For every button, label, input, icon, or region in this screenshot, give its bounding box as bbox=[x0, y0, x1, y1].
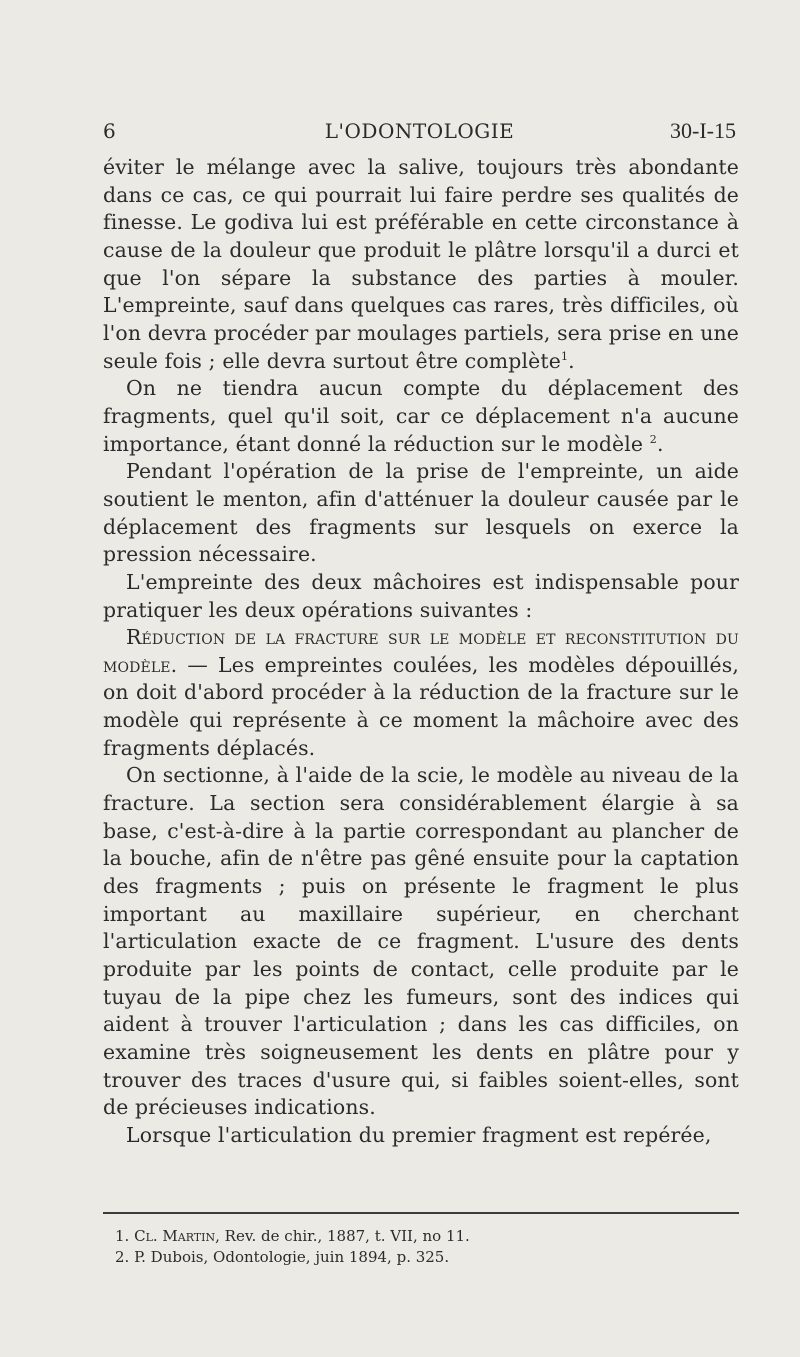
body-text bbox=[103, 154, 739, 1150]
paragraph: On ne tiendra aucun compte du déplacement des fragments, quel qu'il soit, car ce déplacement n'a aucune importance, étant donné la réduction sur le modèle $^2$. bbox=[103, 376, 739, 456]
section-heading: Réduction de la fracture sur le modèle et reconstitution du modèle. bbox=[103, 625, 739, 677]
footnote: 2. P. Dubois, Odontologie, juin 1894, p. 325. bbox=[115, 1248, 450, 1266]
section-text: — Les empreintes coulées, les modèles dépouillés, on doit d'abord procéder à la réduction de la fracture sur le modèle qui représente à ce moment la mâchoire avec des fragments déplacés. bbox=[103, 652, 739, 760]
paragraph: Lorsque l'articulation du premier fragment est repérée, bbox=[126, 1122, 712, 1147]
paragraph: Pendant l'opération de la prise de l'empreinte, un aide soutient le menton, afin d'atténuer la douleur causée par le déplacement des fragments sur lesquels on exerce la pression nécessaire. bbox=[103, 459, 739, 567]
journal-title: L'ODONTOLOGIE bbox=[324, 119, 515, 143]
footnote-ref: 1 bbox=[560, 349, 569, 363]
paragraph: L'empreinte des deux mâchoires est indispensable pour pratiquer les deux opérations suivantes : bbox=[103, 569, 739, 622]
section-paragraph bbox=[103, 624, 739, 762]
issue-date: 30-I-15 bbox=[670, 118, 736, 143]
page-number: 6 bbox=[103, 119, 116, 143]
footnotes bbox=[103, 1226, 739, 1268]
paragraph: éviter le mélange avec la salive, toujours très abondante dans ce cas, ce qui pourrait lui faire perdre ses qualités de finesse. Le godiva lui est préférable en cette circonstance à cause de la douleur que produit le plâtre lorsqu'il a durci et que l'on sépare la substance des parties à mouler. L'empreinte, sauf dans quelques cas rares, très difficiles, où l'on devra procéder par moulages partiels, sera prise en une seule fois ; elle devra surtout être complète$^1$. bbox=[103, 155, 739, 373]
running-header bbox=[103, 118, 736, 148]
footnote-ref: 2 bbox=[649, 432, 657, 446]
footnote: 1. Cl. Martin, Rev. de chir., 1887, t. VII, no 11. bbox=[115, 1227, 470, 1245]
footnote-divider bbox=[103, 1212, 739, 1214]
paragraph: On sectionne, à l'aide de la scie, le modèle au niveau de la fracture. La section sera considérablement élargie à sa base, c'est-à-dire à la partie correspondant au plancher de la bouche, afin de n'être pas gêné ensuite pour la captation des fragments ; puis on présente le fragment le plus important au maxillaire supérieur, en cherchant l'articulation exacte de ce fragment. L'usure des dents produite par les points de contact, celle produite par le tuyau de la pipe chez les fumeurs, sont des indices qui aident à trouver l'articulation ; dans les cas difficiles, on examine très soigneusement les dents en plâtre pour y trouver des traces d'usure qui, si faibles soient-elles, sont de précieuses indications. bbox=[103, 763, 739, 1120]
